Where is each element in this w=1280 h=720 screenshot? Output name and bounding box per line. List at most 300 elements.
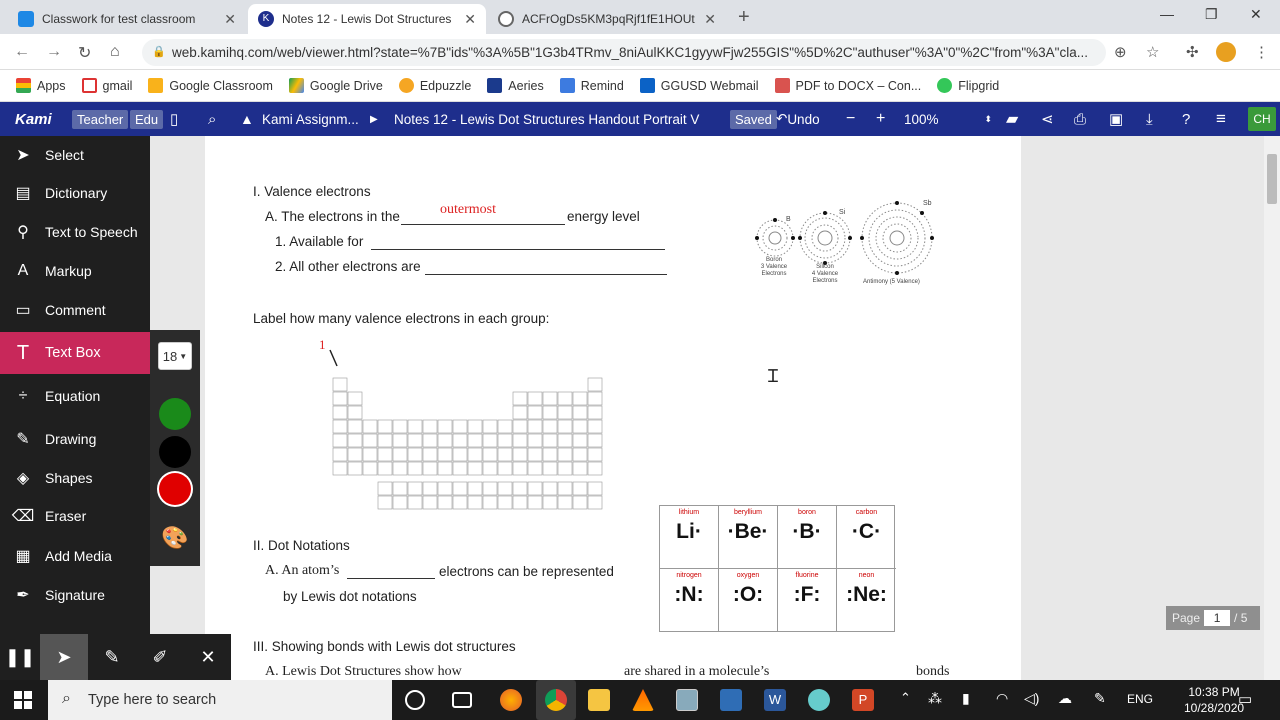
periodic-cell bbox=[468, 496, 482, 509]
kami-toolbar bbox=[0, 102, 1280, 136]
periodic-cell bbox=[528, 448, 542, 461]
reload-icon[interactable]: ↻ bbox=[78, 45, 92, 62]
close-toolbar-icon[interactable]: ✕ bbox=[200, 646, 216, 667]
chevron-up-icon[interactable]: ⌃ bbox=[900, 690, 911, 705]
periodic-cell bbox=[378, 448, 392, 461]
teacher-badge: Teacher bbox=[72, 110, 128, 129]
periodic-cell bbox=[498, 462, 512, 475]
handwritten-1[interactable]: 1 bbox=[319, 337, 326, 352]
download-icon[interactable]: ⤓ bbox=[1146, 110, 1153, 128]
tool-signature[interactable]: ✒ Signature bbox=[0, 576, 150, 614]
periodic-cell bbox=[453, 448, 467, 461]
silicon-atom bbox=[798, 211, 852, 265]
periodic-cell bbox=[378, 462, 392, 475]
periodic-cell bbox=[588, 392, 602, 405]
periodic-cell bbox=[573, 406, 587, 419]
lock-icon: 🔒 bbox=[152, 46, 166, 58]
tool-drawing[interactable]: ✎ Drawing bbox=[0, 420, 150, 458]
gmail-icon bbox=[82, 78, 97, 93]
search-icon: ⌕ bbox=[62, 690, 71, 707]
doc-title[interactable]: Notes 12 - Lewis Dot Structures Handout Portrait V bbox=[394, 111, 700, 127]
tool-equation[interactable]: ÷ Equation bbox=[0, 377, 150, 415]
firefox-icon[interactable] bbox=[500, 689, 522, 711]
zoom-out-button[interactable]: − bbox=[846, 110, 856, 127]
answer-outermost[interactable]: outermost bbox=[440, 202, 496, 217]
periodic-cell bbox=[588, 406, 602, 419]
periodic-cell bbox=[483, 462, 497, 475]
equation-icon: ÷ bbox=[18, 387, 28, 404]
periodic-cell bbox=[513, 406, 527, 419]
periodic-cell bbox=[468, 482, 482, 495]
periodic-cell bbox=[393, 482, 407, 495]
tool-select[interactable]: ➤ Select bbox=[0, 136, 150, 174]
periodic-cell bbox=[573, 496, 587, 509]
calculator-icon[interactable] bbox=[720, 689, 742, 711]
periodic-cell bbox=[438, 496, 452, 509]
periodic-cell bbox=[573, 392, 587, 405]
text-cursor-icon: Ɪ bbox=[768, 366, 779, 386]
volume-icon[interactable]: ◁) bbox=[1024, 690, 1040, 706]
periodic-cell bbox=[333, 420, 347, 433]
periodic-cell bbox=[363, 434, 377, 447]
taskbar-search-input[interactable]: ⌕ Type here to search bbox=[48, 680, 392, 720]
tab-notes[interactable] bbox=[248, 4, 486, 34]
vertical-scrollbar[interactable] bbox=[1264, 136, 1280, 680]
periodic-cell bbox=[528, 406, 542, 419]
tool-markup[interactable]: A Markup bbox=[0, 252, 150, 290]
periodic-cell bbox=[483, 434, 497, 447]
cursor-icon: ➤ bbox=[16, 147, 30, 164]
app-icon[interactable] bbox=[808, 689, 830, 711]
periodic-cell bbox=[483, 448, 497, 461]
periodic-cell bbox=[333, 462, 347, 475]
periodic-cell bbox=[513, 392, 527, 405]
boron-symbol: B bbox=[786, 216, 791, 223]
forward-icon[interactable]: → bbox=[46, 43, 62, 60]
bookmark-drive[interactable]: Google Drive bbox=[289, 78, 383, 93]
periodic-cell bbox=[423, 496, 437, 509]
highlighter-icon[interactable]: ✐ bbox=[152, 646, 168, 667]
classroom-icon bbox=[148, 78, 163, 93]
periodic-cell bbox=[333, 392, 347, 405]
periodic-cell bbox=[558, 482, 572, 495]
periodic-cell bbox=[498, 448, 512, 461]
tool-shapes[interactable]: ◈ Shapes bbox=[0, 459, 150, 497]
tool-add-media[interactable]: ▦ Add Media bbox=[0, 537, 150, 575]
task-view-icon[interactable] bbox=[452, 692, 472, 708]
shapes-icon: ◈ bbox=[16, 470, 30, 487]
extensions-icon[interactable]: ✣ bbox=[1186, 44, 1199, 61]
document-page[interactable] bbox=[205, 136, 1021, 680]
periodic-cell bbox=[333, 448, 347, 461]
folder-icon[interactable]: ▰ bbox=[1006, 111, 1019, 128]
periodic-cell bbox=[558, 448, 572, 461]
clock[interactable]: 10:38 PM 10/28/2020 bbox=[1184, 685, 1245, 715]
profile-avatar[interactable] bbox=[1216, 42, 1236, 62]
home-icon[interactable]: ⌂ bbox=[110, 43, 120, 60]
periodic-cell bbox=[423, 482, 437, 495]
periodic-cell bbox=[588, 420, 602, 433]
periodic-table bbox=[325, 364, 605, 516]
periodic-cell bbox=[543, 496, 557, 509]
lewis-cell-neon: neon :Ne: bbox=[846, 572, 887, 606]
outlook-icon bbox=[640, 78, 655, 93]
periodic-cell bbox=[588, 448, 602, 461]
text-icon: T bbox=[16, 341, 30, 364]
lewis-cell-oxygen: oxygen :O: bbox=[719, 569, 778, 632]
periodic-cell bbox=[423, 448, 437, 461]
periodic-cell bbox=[408, 448, 422, 461]
periodic-cell bbox=[423, 434, 437, 447]
notification-icon[interactable]: ▭ bbox=[1238, 691, 1253, 708]
text-box-options bbox=[150, 330, 200, 566]
breadcrumb-folder[interactable]: Kami Assignm... bbox=[262, 111, 359, 127]
color-green-swatch[interactable] bbox=[159, 398, 191, 430]
close-window-icon[interactable]: ✕ bbox=[1250, 6, 1262, 22]
silicon-caption: Silicon 4 Valence Electrons bbox=[811, 264, 839, 284]
periodic-cell bbox=[513, 448, 527, 461]
periodic-cell bbox=[453, 462, 467, 475]
back-icon[interactable]: ← bbox=[14, 43, 30, 60]
signature-icon: ✒ bbox=[16, 587, 30, 604]
brush-icon: ✎ bbox=[16, 431, 30, 448]
tool-dictionary[interactable]: ▤ Dictionary bbox=[0, 174, 150, 212]
periodic-cell bbox=[543, 482, 557, 495]
lewis-cell-nitrogen: nitrogen :N: bbox=[660, 569, 719, 632]
windows-start-icon[interactable] bbox=[14, 691, 32, 709]
periodic-cell bbox=[408, 482, 422, 495]
usb-icon[interactable]: ▮ bbox=[962, 690, 970, 706]
periodic-cell bbox=[513, 462, 527, 475]
tool-comment[interactable]: ▭ Comment bbox=[0, 291, 150, 329]
periodic-cell bbox=[573, 482, 587, 495]
lewis-cell-lithium: lithium Li· bbox=[660, 506, 719, 569]
periodic-cell bbox=[438, 462, 452, 475]
media-icon: ▦ bbox=[15, 548, 31, 565]
tool-text-box[interactable]: T Text Box bbox=[0, 332, 150, 374]
lewis-dot-table bbox=[659, 505, 895, 632]
undo-button[interactable]: ↶ Undo bbox=[776, 111, 820, 127]
chevron-right-icon: ▶ bbox=[370, 113, 378, 125]
pointer-icon[interactable]: ➤ bbox=[40, 634, 88, 680]
periodic-cell bbox=[333, 434, 347, 447]
bookmark-classroom[interactable]: Google Classroom bbox=[148, 78, 273, 93]
powerpoint-icon[interactable]: P bbox=[852, 689, 874, 711]
periodic-cell bbox=[468, 448, 482, 461]
periodic-cell bbox=[528, 482, 542, 495]
language-indicator[interactable]: ENG bbox=[1127, 692, 1154, 706]
periodic-cell bbox=[483, 420, 497, 433]
periodic-cell bbox=[543, 392, 557, 405]
pen-icon[interactable]: ✎ bbox=[104, 646, 120, 667]
periodic-cell bbox=[498, 420, 512, 433]
zoom-in-button[interactable]: + bbox=[876, 110, 886, 127]
periodic-cell bbox=[378, 496, 392, 509]
bookmark-gmail[interactable]: gmail bbox=[82, 78, 133, 93]
section-3-a: A. Lewis Dot Structures show how bbox=[265, 664, 462, 679]
section-3-a-end: bonds bbox=[916, 664, 950, 679]
periodic-cell bbox=[588, 378, 602, 391]
section-1-a: A. The electrons in the bbox=[265, 209, 400, 224]
address-bar-row bbox=[0, 34, 1280, 70]
periodic-cell bbox=[513, 496, 527, 509]
silicon-symbol: Si bbox=[839, 209, 846, 216]
page-indicator: Page 1 / 5 bbox=[1166, 606, 1260, 630]
periodic-cell bbox=[543, 420, 557, 433]
periodic-cell bbox=[588, 482, 602, 495]
periodic-cell bbox=[363, 420, 377, 433]
close-icon[interactable]: ✕ bbox=[224, 10, 236, 27]
wifi-icon[interactable]: ◠ bbox=[996, 690, 1009, 706]
periodic-cell bbox=[333, 406, 347, 419]
restore-icon[interactable]: ❐ bbox=[1205, 6, 1218, 22]
color-black-swatch[interactable] bbox=[159, 436, 191, 468]
periodic-cell bbox=[558, 462, 572, 475]
font-size-select[interactable]: 18 ▼ bbox=[158, 342, 192, 370]
periodic-cell bbox=[378, 482, 392, 495]
bookmark-edpuzzle[interactable]: Edpuzzle bbox=[399, 78, 471, 93]
menu-icon[interactable]: ⋮ bbox=[1254, 44, 1269, 61]
undo-icon: ↶ bbox=[776, 111, 788, 126]
bookmark-pdf[interactable]: PDF to DOCX – Con... bbox=[775, 78, 922, 93]
chrome-active-slot[interactable] bbox=[536, 680, 576, 720]
periodic-cell bbox=[573, 434, 587, 447]
periodic-cell bbox=[528, 496, 542, 509]
section-1-a-end: energy level bbox=[567, 209, 640, 224]
periodic-cell bbox=[423, 420, 437, 433]
user-avatar[interactable]: CH bbox=[1248, 107, 1276, 131]
share-icon[interactable]: ⋖ bbox=[1041, 111, 1054, 128]
periodic-cell bbox=[348, 462, 362, 475]
periodic-cell bbox=[408, 496, 422, 509]
sidebar-toggle-icon[interactable]: ▯ bbox=[170, 111, 179, 128]
periodic-cell bbox=[588, 496, 602, 509]
viewer-background bbox=[1021, 136, 1264, 680]
periodic-cell bbox=[348, 448, 362, 461]
bookmark-apps[interactable]: Apps bbox=[16, 78, 66, 93]
new-tab-button[interactable]: + bbox=[738, 6, 750, 28]
scroll-thumb[interactable] bbox=[1267, 154, 1277, 204]
periodic-cell bbox=[363, 448, 377, 461]
periodic-cell bbox=[348, 392, 362, 405]
periodic-cell bbox=[348, 434, 362, 447]
periodic-cell bbox=[438, 448, 452, 461]
periodic-cell bbox=[483, 496, 497, 509]
section-3-a-mid: are shared in a molecule’s bbox=[624, 664, 770, 679]
zoom-select[interactable]: 100% ⬍ bbox=[904, 111, 992, 127]
periodic-cell bbox=[393, 462, 407, 475]
periodic-cell bbox=[483, 482, 497, 495]
periodic-cell bbox=[438, 434, 452, 447]
tool-text-to-speech[interactable]: ⚲ Text to Speech bbox=[0, 213, 150, 251]
pause-icon[interactable]: ❚❚ bbox=[4, 646, 36, 667]
periodic-cell bbox=[558, 496, 572, 509]
section-2-a-end: electrons can be represented bbox=[439, 564, 614, 579]
periodic-cell bbox=[558, 434, 572, 447]
tab-title: ACFrOgDs5KM3pqRjf1fE1HOUt bbox=[522, 12, 695, 26]
periodic-cell bbox=[423, 462, 437, 475]
comment-icon: ▭ bbox=[15, 302, 31, 319]
pdf-icon bbox=[775, 78, 790, 93]
lewis-cell-carbon: carbon ·C· bbox=[837, 506, 896, 569]
tool-eraser[interactable]: ⌫ Eraser bbox=[0, 497, 150, 535]
drive-icon: ▲ bbox=[240, 111, 254, 127]
periodic-cell bbox=[513, 434, 527, 447]
bookmark-flipgrid[interactable]: Flipgrid bbox=[937, 78, 999, 93]
close-icon[interactable]: ✕ bbox=[464, 10, 476, 27]
periodic-cell bbox=[393, 448, 407, 461]
periodic-cell bbox=[393, 434, 407, 447]
section-2-title: II. Dot Notations bbox=[253, 538, 350, 553]
word-icon[interactable]: W bbox=[764, 689, 786, 711]
tool-sidebar bbox=[0, 136, 150, 680]
section-3-title: III. Showing bonds with Lewis dot structures bbox=[253, 639, 516, 654]
floating-draw-toolbar bbox=[0, 634, 231, 680]
periodic-cell bbox=[498, 434, 512, 447]
close-icon[interactable]: ✕ bbox=[704, 10, 716, 27]
chrome-icon bbox=[545, 689, 567, 711]
remind-icon bbox=[560, 78, 575, 93]
periodic-cell bbox=[543, 434, 557, 447]
periodic-cell bbox=[393, 420, 407, 433]
periodic-cell bbox=[453, 482, 467, 495]
book-icon: ▤ bbox=[15, 185, 31, 202]
kami-icon: K bbox=[258, 11, 274, 27]
periodic-cell bbox=[588, 462, 602, 475]
section-2-a-2: by Lewis dot notations bbox=[283, 589, 417, 604]
periodic-cell bbox=[468, 434, 482, 447]
color-red-swatch[interactable] bbox=[159, 473, 191, 505]
antimony-atom bbox=[860, 201, 934, 275]
periodic-cell bbox=[363, 462, 377, 475]
browser-tab-bar bbox=[0, 0, 1280, 34]
periodic-cell bbox=[348, 406, 362, 419]
help-icon[interactable]: ? bbox=[1182, 110, 1191, 128]
speaker-icon: ⚲ bbox=[17, 224, 29, 241]
edu-badge: Edu bbox=[130, 110, 163, 129]
apps-icon bbox=[16, 78, 31, 93]
page-number-input[interactable]: 1 bbox=[1204, 610, 1230, 626]
palette-icon[interactable]: 🎨 bbox=[161, 525, 189, 550]
cortana-icon[interactable] bbox=[405, 690, 425, 710]
kami-logo: Kami bbox=[15, 110, 52, 128]
menu-icon[interactable]: ≡ bbox=[1216, 109, 1226, 128]
periodic-cell bbox=[408, 434, 422, 447]
periodic-cell bbox=[438, 420, 452, 433]
bookmark-aeries[interactable]: Aeries bbox=[487, 78, 543, 93]
app-icon[interactable] bbox=[676, 689, 698, 711]
periodic-cell bbox=[528, 434, 542, 447]
periodic-cell bbox=[513, 482, 527, 495]
periodic-cell bbox=[438, 482, 452, 495]
bookmarks-bar bbox=[0, 70, 1280, 102]
lewis-cell-beryllium: beryllium ·Be· bbox=[719, 506, 778, 569]
periodic-cell bbox=[348, 420, 362, 433]
section-1-2: 2. All other electrons are bbox=[275, 259, 421, 274]
add-icon[interactable]: ⊕ bbox=[1114, 44, 1127, 61]
periodic-cell bbox=[573, 448, 587, 461]
periodic-cell bbox=[498, 482, 512, 495]
network-icon[interactable]: ⁂ bbox=[928, 690, 942, 706]
antimony-caption: Antimony (5 Valence) bbox=[863, 279, 920, 285]
periodic-cell bbox=[558, 420, 572, 433]
tab-title: Notes 12 - Lewis Dot Structures bbox=[282, 12, 452, 26]
periodic-cell bbox=[408, 462, 422, 475]
periodic-cell bbox=[453, 434, 467, 447]
periodic-cell bbox=[543, 406, 557, 419]
globe-icon bbox=[498, 11, 514, 27]
label-prompt: Label how many valence electrons in each group: bbox=[253, 311, 550, 326]
vlc-icon[interactable] bbox=[632, 689, 654, 711]
periodic-cell bbox=[378, 420, 392, 433]
periodic-cell bbox=[468, 462, 482, 475]
drive-icon bbox=[289, 78, 304, 93]
periodic-cell bbox=[528, 392, 542, 405]
url-input[interactable] bbox=[142, 39, 1106, 66]
classroom-icon bbox=[18, 11, 34, 27]
boron-atom bbox=[755, 218, 795, 256]
url-text: web.kamihq.com/web/viewer.html?state=%7B"ids"%3A%5B"1G3b4TRmv_8niAulKKC1gyywFjw255GIS"%5D%2C"authuser"%3A"0"%2C"from"%3A"cla... bbox=[172, 45, 1088, 60]
section-2-a: A. An atom’s bbox=[265, 563, 340, 578]
bookmark-webmail[interactable]: GGUSD Webmail bbox=[640, 78, 759, 93]
minimize-icon[interactable]: — bbox=[1160, 6, 1174, 22]
tab-classwork[interactable] bbox=[8, 4, 246, 34]
periodic-cell bbox=[543, 462, 557, 475]
cloud-icon[interactable]: ☁ bbox=[1058, 690, 1072, 706]
periodic-cell bbox=[573, 420, 587, 433]
tab-acfr[interactable] bbox=[488, 4, 726, 34]
periodic-cell bbox=[528, 462, 542, 475]
flipgrid-icon bbox=[937, 78, 952, 93]
periodic-cell bbox=[453, 420, 467, 433]
pen-tray-icon[interactable]: ✎ bbox=[1094, 690, 1106, 706]
boron-caption: Boron 3 Valence Electrons bbox=[760, 257, 788, 277]
file-explorer-icon[interactable] bbox=[588, 689, 610, 711]
periodic-cell bbox=[558, 392, 572, 405]
periodic-cell bbox=[333, 378, 347, 391]
periodic-cell bbox=[558, 406, 572, 419]
search-icon[interactable]: ⌕ bbox=[208, 110, 217, 128]
saved-status: Saved bbox=[730, 110, 777, 129]
section-1-title: I. Valence electrons bbox=[253, 184, 371, 199]
edpuzzle-icon bbox=[399, 78, 414, 93]
antimony-symbol: Sb bbox=[923, 200, 932, 207]
periodic-cell bbox=[498, 496, 512, 509]
save-icon[interactable]: ▣ bbox=[1109, 111, 1124, 128]
section-1-1: 1. Available for bbox=[275, 234, 364, 249]
eraser-icon: ⌫ bbox=[11, 508, 35, 525]
print-icon[interactable]: ⎙ bbox=[1074, 110, 1087, 128]
periodic-cell bbox=[513, 420, 527, 433]
bookmark-remind[interactable]: Remind bbox=[560, 78, 624, 93]
periodic-cell bbox=[408, 420, 422, 433]
aeries-icon bbox=[487, 78, 502, 93]
star-icon[interactable]: ☆ bbox=[1146, 44, 1160, 61]
windows-taskbar bbox=[0, 680, 1280, 720]
lewis-cell-boron: boron ·B· bbox=[778, 506, 837, 569]
periodic-cell bbox=[573, 462, 587, 475]
periodic-cell bbox=[393, 496, 407, 509]
periodic-cell bbox=[453, 496, 467, 509]
periodic-cell bbox=[468, 420, 482, 433]
periodic-cell bbox=[543, 448, 557, 461]
lewis-cell-fluorine: fluorine :F: bbox=[778, 569, 837, 632]
tab-title: Classwork for test classroom bbox=[42, 12, 196, 26]
periodic-cell bbox=[378, 434, 392, 447]
periodic-cell bbox=[588, 434, 602, 447]
markup-icon: A bbox=[17, 262, 29, 279]
periodic-cell bbox=[528, 420, 542, 433]
